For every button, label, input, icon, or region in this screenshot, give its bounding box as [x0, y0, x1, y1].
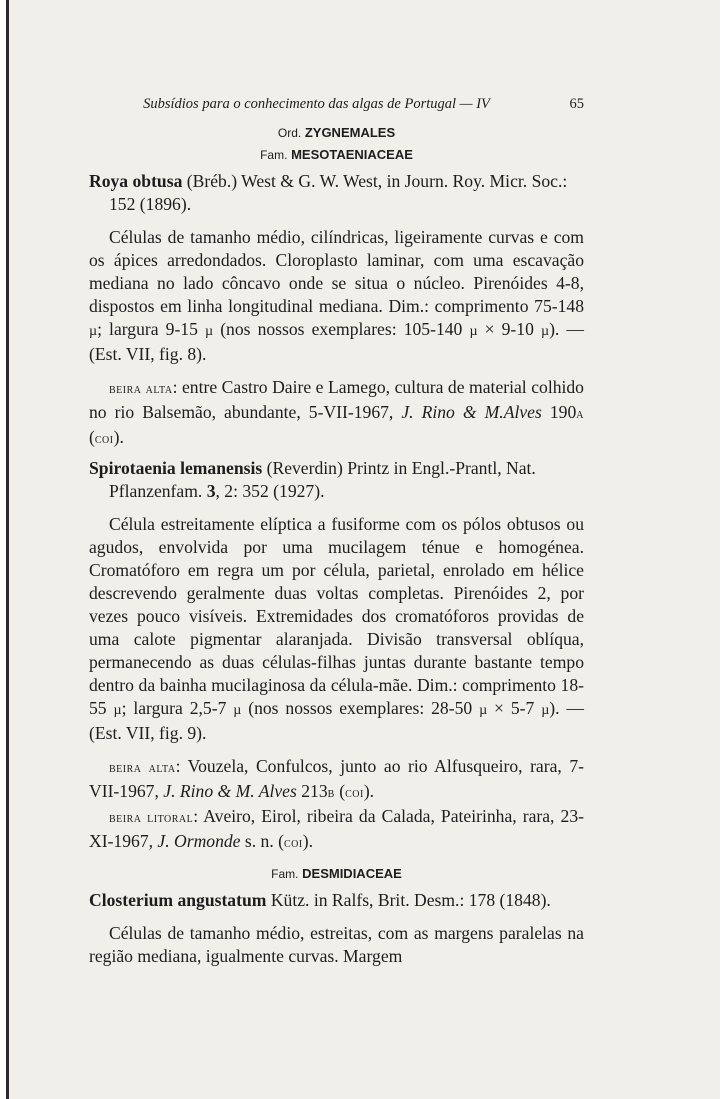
collector: J. Rino & M. Alves	[163, 781, 297, 801]
page-content	[89, 92, 584, 968]
micron-symbol: µ	[205, 324, 214, 339]
species-citation: Kütz. in Ralfs, Brit. Desm.: 178 (1848).	[266, 890, 551, 910]
herbarium: coi	[94, 432, 114, 447]
locality-spirotaenia-1: beira alta: Vouzela, Confulcos, junto ao rio Alfusqueiro, rara, 7-VII-1967, J. Rino & M. Alves 213b (coi).	[89, 756, 584, 801]
page-number: 65	[569, 96, 584, 112]
micron-symbol: µ	[113, 703, 122, 718]
species-citation: (Bréb.) West & G. W. West, in Journ. Roy. Micr. Soc.: 152 (1896).	[109, 171, 568, 214]
locality-spirotaenia-2: beira litoral: Aveiro, Eirol, ribeira da Calada, Pateirinha, rara, 23-XI-1967, J. Ormonde s. n. (coi).	[89, 806, 584, 851]
micron-symbol: µ	[233, 703, 242, 718]
species-entry-closterium	[89, 889, 584, 912]
book-page	[6, 0, 720, 1099]
locality-region: beira alta	[109, 761, 176, 776]
order-rank: Ord.	[277, 126, 302, 140]
family-name: MESOTAENIACEAE	[291, 147, 413, 162]
running-head	[89, 92, 584, 116]
herbarium: coi	[345, 786, 364, 801]
micron-symbol: µ	[469, 324, 478, 339]
species-description-spirotaenia: Célula estreitamente elíptica a fusiforme com os pólos obtusos ou agudos, envolvida por uma mucilagem ténue e homogénea. Cromatóforo em regra um por célula, parietal, enrolado em hélice descrevendo geralmente duas voltas completas. Pirenóides 2, por vezes pouco visíveis. Extremidades dos cromatóforos providas de uma calote pigmentar alaranjada. Divisão transversal oblíqua, permanecendo as duas células-filhas juntas durante bastante tempo dentro da bainha mucilaginosa da célula-mãe. Dim.: comprimento 18-55 µ; largura 2,5-7 µ (nos nossos exemplares: 28-50 µ × 5-7 µ). — (Est. VII, fig. 9).	[89, 514, 585, 743]
species-entry-roya	[89, 170, 584, 216]
running-title: Subsídios para o conhecimento das algas de Portugal — IV	[143, 96, 490, 112]
species-description-closterium: Células de tamanho médio, estreitas, com as margens paralelas na região mediana, igualmente curvas. Margem	[89, 923, 584, 966]
species-name: Spirotaenia lemanensis	[89, 458, 263, 478]
order-heading	[89, 124, 584, 142]
family-heading-desmidiaceae	[89, 865, 584, 883]
family-heading-mesotaeniaceae	[89, 146, 584, 164]
family-rank: Fam.	[271, 867, 299, 881]
family-name: DESMIDIACEAE	[302, 866, 402, 881]
species-name: Roya obtusa	[89, 171, 183, 191]
species-description-roya: Células de tamanho médio, cilíndricas, ligeiramente curvas e com os ápices arredondados. Cloroplasto laminar, com uma escavação mediana no lado côncavo onde se situa o núcleo. Pirenóides 4-8, dispostos em linha longitudinal mediana. Dim.: comprimento 75-148 µ; largura 9-15 µ (nos nossos exemplares: 105-140 µ × 9-10 µ). — (Est. VII, fig. 8).	[89, 227, 585, 364]
micron-symbol: µ	[89, 324, 98, 339]
micron-symbol: µ	[541, 703, 550, 718]
locality-region: beira alta	[109, 382, 173, 397]
micron-symbol: µ	[479, 703, 488, 718]
collector: J. Rino & M.Alves	[401, 402, 542, 422]
micron-symbol: µ	[540, 324, 550, 339]
herbarium: coi	[284, 836, 303, 851]
order-name: ZYGNEMALES	[304, 125, 396, 140]
locality-roya: beira alta: entre Castro Daire e Lamego, cultura de material colhido no rio Balsemão, abundante, 5-VII-1967, J. Rino & M.Alves 190a (coi).	[89, 377, 584, 447]
species-entry-spirotaenia: Spirotaenia lemanensis (Reverdin) Printz in Engl.-Prantl, Nat. Pflanzenfam. 3, 2: 352 (1927).	[89, 458, 536, 501]
family-rank: Fam.	[260, 148, 288, 162]
species-name: Closterium angustatum	[89, 890, 267, 910]
locality-region: beira litoral	[109, 811, 194, 826]
collector: J. Ormonde	[157, 831, 241, 851]
